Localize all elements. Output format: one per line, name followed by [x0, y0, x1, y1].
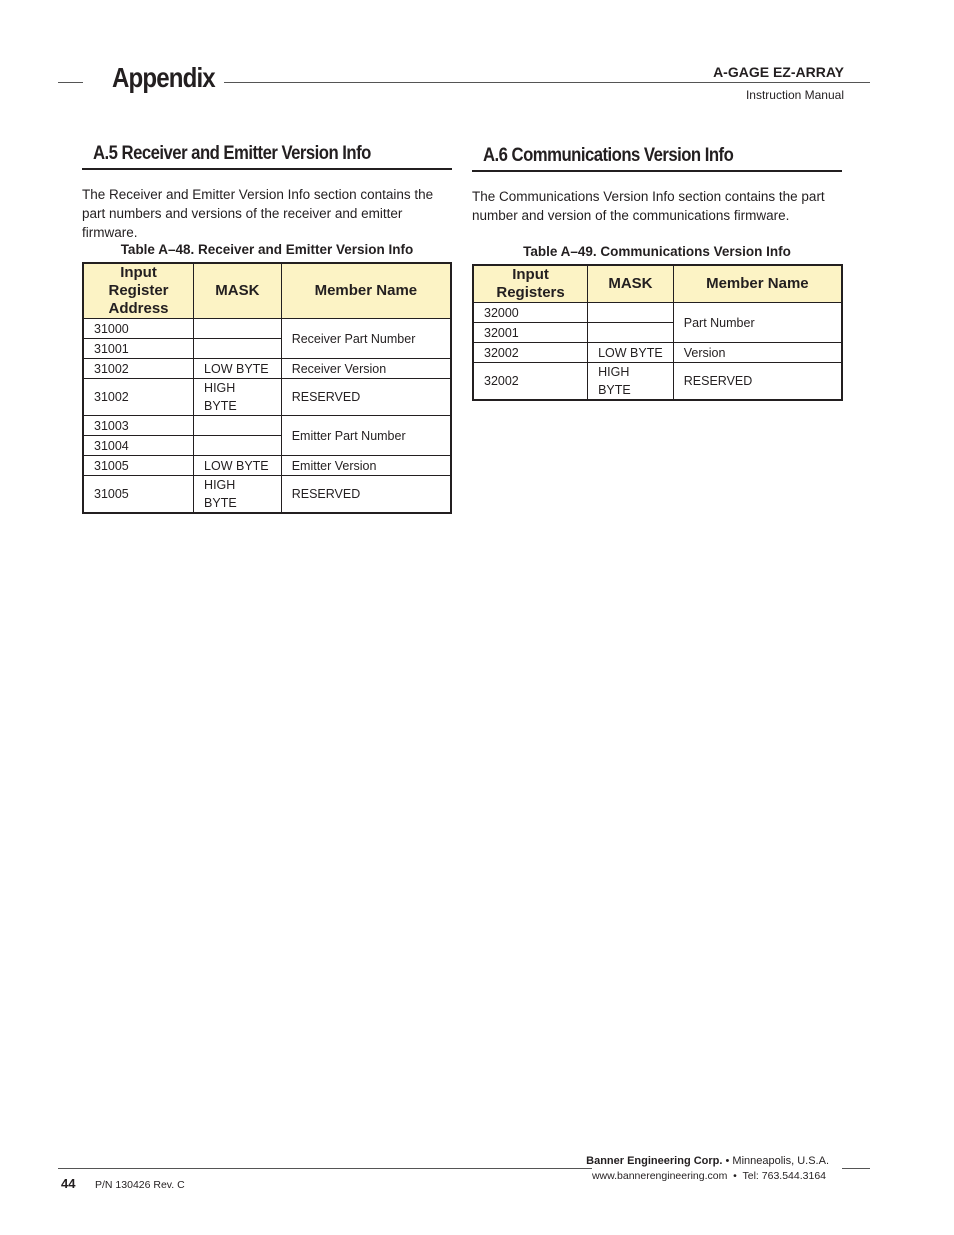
page-title: Appendix — [112, 62, 215, 93]
section-heading-a5: A.5 Receiver and Emitter Version Info — [93, 143, 371, 164]
cell-mask — [588, 323, 674, 343]
cell-mask: LOW BYTE — [194, 456, 282, 476]
version-info-table-a49 — [472, 264, 843, 401]
cell-mask — [194, 416, 282, 436]
cell-address: 31000 — [83, 319, 194, 339]
header-rule-right — [224, 82, 870, 83]
cell-member: Version — [673, 343, 842, 363]
table-row — [473, 343, 842, 363]
cell-mask — [194, 436, 282, 456]
cell-mask — [588, 303, 674, 323]
cell-mask: HIGH BYTE — [194, 476, 282, 514]
table-caption-a48: Table A–48. Receiver and Emitter Version Info — [120, 242, 414, 257]
table-row — [83, 416, 451, 436]
cell-mask: HIGH BYTE — [194, 379, 282, 416]
table-header-row — [83, 263, 451, 319]
header-rule-left — [58, 82, 83, 83]
table-row — [83, 379, 451, 416]
cell-mask — [194, 319, 282, 339]
section-body-a5: The Receiver and Emitter Version Info section contains the part numbers and versions of the receiver and emitter firmware. — [82, 187, 434, 240]
table-row — [83, 319, 451, 339]
table-row — [83, 456, 451, 476]
page-number: 44 — [61, 1176, 76, 1191]
cell-member: Emitter Part Number — [281, 416, 451, 456]
section-body-a6: The Communications Version Info section contains the part number and version of the communications firmware. — [472, 189, 825, 223]
cell-address: 32002 — [473, 343, 588, 363]
footer-company-line — [586, 1155, 829, 1167]
cell-address: 31005 — [83, 476, 194, 514]
cell-address: 32000 — [473, 303, 588, 323]
table-caption-a49: Table A–49. Communications Version Info — [523, 244, 791, 259]
cell-address: 31004 — [83, 436, 194, 456]
cell-member: Emitter Version — [281, 456, 451, 476]
section-rule-a6 — [472, 170, 842, 172]
column-header-mask: MASK — [194, 263, 282, 319]
product-name: A-GAGE EZ-ARRAY — [713, 64, 844, 80]
section-rule-a5 — [82, 168, 452, 170]
column-header-address: Input Register Address — [83, 263, 194, 319]
footer-contact: www.bannerengineering.com • Tel: 763.544.3164 — [591, 1170, 826, 1182]
cell-address: 31002 — [83, 359, 194, 379]
table-row — [83, 359, 451, 379]
company-location: • Minneapolis, U.S.A. — [722, 1155, 829, 1167]
cell-address: 32001 — [473, 323, 588, 343]
table-row — [473, 303, 842, 323]
cell-member: Receiver Version — [281, 359, 451, 379]
cell-address: 31003 — [83, 416, 194, 436]
version-info-table-a48 — [82, 262, 452, 514]
footer-rule-left — [58, 1168, 592, 1169]
document-type: Instruction Manual — [745, 88, 844, 102]
company-name: Banner Engineering Corp. — [586, 1155, 723, 1167]
table-row — [473, 363, 842, 401]
cell-member: RESERVED — [281, 379, 451, 416]
section-heading-a6: A.6 Communications Version Info — [483, 145, 734, 166]
cell-member: Receiver Part Number — [281, 319, 451, 359]
column-header-registers: Input Registers — [473, 265, 588, 303]
cell-mask: LOW BYTE — [588, 343, 674, 363]
table-header-row — [473, 265, 842, 303]
column-header-member: Member Name — [673, 265, 842, 303]
cell-member: RESERVED — [281, 476, 451, 514]
table-row — [83, 476, 451, 514]
cell-mask: HIGH BYTE — [588, 363, 674, 401]
cell-mask — [194, 339, 282, 359]
cell-member: RESERVED — [673, 363, 842, 401]
cell-address: 31005 — [83, 456, 194, 476]
cell-address: 31001 — [83, 339, 194, 359]
footer-rule-right — [842, 1168, 870, 1169]
column-header-mask: MASK — [588, 265, 674, 303]
cell-address: 32002 — [473, 363, 588, 401]
cell-address: 31002 — [83, 379, 194, 416]
part-number: P/N 130426 Rev. C — [95, 1179, 185, 1191]
cell-mask: LOW BYTE — [194, 359, 282, 379]
cell-member: Part Number — [673, 303, 842, 343]
column-header-member: Member Name — [281, 263, 451, 319]
